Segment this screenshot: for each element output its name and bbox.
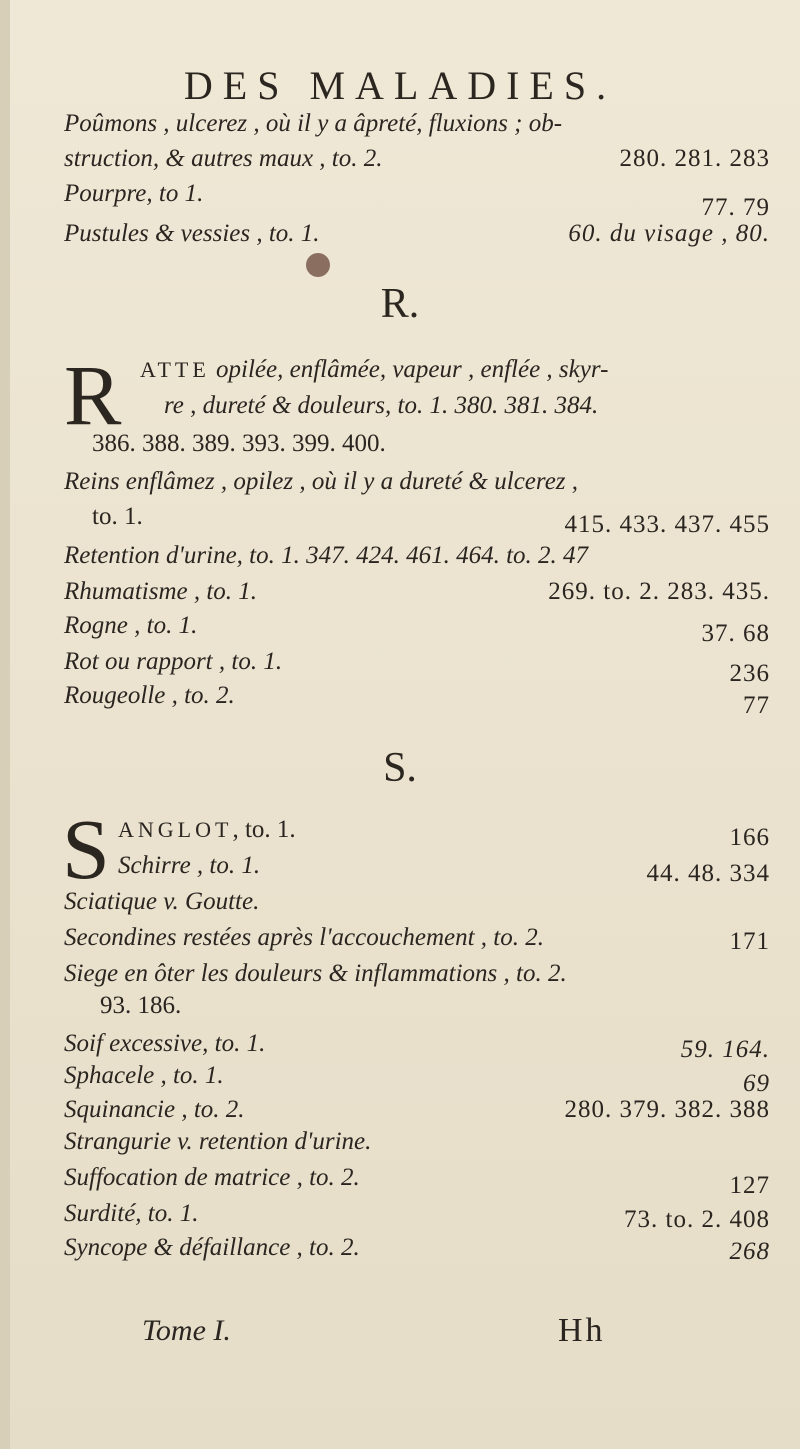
footer-signature: Hh xyxy=(558,1312,606,1349)
dropcap-s: S xyxy=(62,801,110,897)
dropcap-r: R xyxy=(64,347,122,443)
entry-pages: 73. to. 2. 408 xyxy=(624,1206,770,1233)
entry-text: Soif excessive, to. 1. xyxy=(64,1030,266,1057)
entry-pages: 60. du visage , 80. xyxy=(568,220,770,247)
entry-retention: Retention d'urine, to. 1. 347. 424. 461. 464. to. 2. 47 xyxy=(64,542,589,569)
entry-text: Pustules & vessies , to. 1. xyxy=(64,220,320,247)
entry-siege-line1: Siege en ôter les douleurs & inflammations , to. 2. xyxy=(64,960,567,987)
entry-pages: 77 xyxy=(743,692,770,719)
entry-sanglot xyxy=(118,816,770,851)
entry-text: Schirre , to. 1. xyxy=(118,852,261,879)
entry-soif xyxy=(64,1030,770,1063)
entry-poumons-line2 xyxy=(64,145,770,173)
entry-pages: 44. 48. 334 xyxy=(646,860,770,887)
footer-volume: Tome I. xyxy=(142,1314,231,1347)
entry-pages: 415. 433. 437. 455 xyxy=(564,511,770,538)
entry-text: opilée, enflâmée, vapeur , enflée , skyr- xyxy=(209,356,609,383)
entry-text: , to. 1. xyxy=(232,816,296,843)
entry-secondines xyxy=(64,924,770,955)
entry-pages: 268 xyxy=(729,1238,770,1265)
entry-pages: 69 xyxy=(743,1070,770,1097)
entry-ratte-line1 xyxy=(140,356,770,384)
entry-rot xyxy=(64,648,770,687)
entry-pages: 269. to. 2. 283. 435. xyxy=(548,578,770,605)
ink-blot-ornament xyxy=(306,253,330,277)
section-heading-s: S. xyxy=(383,745,417,791)
entry-strangurie: Strangurie v. retention d'urine. xyxy=(64,1128,372,1155)
entry-text: Pourpre, to 1. xyxy=(64,180,204,207)
entry-suffocation xyxy=(64,1164,770,1199)
entry-text: to. 1. xyxy=(92,503,143,530)
entry-pourpre xyxy=(64,180,770,221)
entry-text: Syncope & défaillance , to. 2. xyxy=(64,1234,360,1261)
entry-reins-line1: Reins enflâmez , opilez , où il y a dureté & ulcerez , xyxy=(64,468,579,495)
entry-text: struction, & autres maux , to. 2. xyxy=(64,145,383,172)
entry-ratte-line3: 386. 388. 389. 393. 399. 400. xyxy=(92,430,386,457)
entry-pages: 166 xyxy=(729,824,770,851)
page-header: DES MALADIES. xyxy=(183,63,617,108)
entry-pages: 59. 164. xyxy=(680,1036,770,1063)
entry-text: Surdité, to. 1. xyxy=(64,1200,199,1227)
entry-ratte-line2: re , dureté & douleurs, to. 1. 380. 381. 384. xyxy=(164,392,599,419)
entry-text: Suffocation de matrice , to. 2. xyxy=(64,1164,360,1191)
entry-pustules xyxy=(64,220,770,248)
entry-pages: 171 xyxy=(729,928,770,955)
entry-pages: 280. 281. 283 xyxy=(619,145,770,172)
entry-reins-line2 xyxy=(64,503,770,538)
entry-caps: ATTE xyxy=(140,357,210,382)
entry-syncope xyxy=(64,1234,770,1265)
entry-text: Secondines restées après l'accouchement , to. 2. xyxy=(64,924,544,951)
entry-text: Sphacele , to. 1. xyxy=(64,1062,224,1089)
entry-pages: 77. 79 xyxy=(701,194,770,221)
entry-sciatique: Sciatique v. Goutte. xyxy=(64,888,260,915)
entry-sphacele xyxy=(64,1062,770,1097)
entry-pages: 37. 68 xyxy=(701,620,770,647)
entry-poumons-line1: Poûmons , ulcerez , où il y a âpreté, fluxions ; ob- xyxy=(64,110,563,137)
section-heading-r: R. xyxy=(380,281,420,327)
entry-pages: 236 xyxy=(729,660,770,687)
entry-pages: 280. 379. 382. 388 xyxy=(564,1096,770,1123)
entry-text: Rogne , to. 1. xyxy=(64,612,198,639)
entry-text: Squinancie , to. 2. xyxy=(64,1096,245,1123)
entry-siege-line2: 93. 186. xyxy=(100,992,182,1019)
entry-caps: ANGLOT xyxy=(118,817,233,842)
entry-text: Rot ou rapport , to. 1. xyxy=(64,648,283,675)
entry-rogne xyxy=(64,612,770,647)
entry-schirre xyxy=(118,852,770,887)
entry-text: Rhumatisme , to. 1. xyxy=(64,578,258,605)
entry-rougeolle xyxy=(64,682,770,719)
entry-surdite xyxy=(64,1200,770,1233)
entry-text: Rougeolle , to. 2. xyxy=(64,682,235,709)
entry-squinancie xyxy=(64,1096,770,1124)
entry-pages: 127 xyxy=(729,1172,770,1199)
entry-rhumatisme xyxy=(64,578,770,606)
